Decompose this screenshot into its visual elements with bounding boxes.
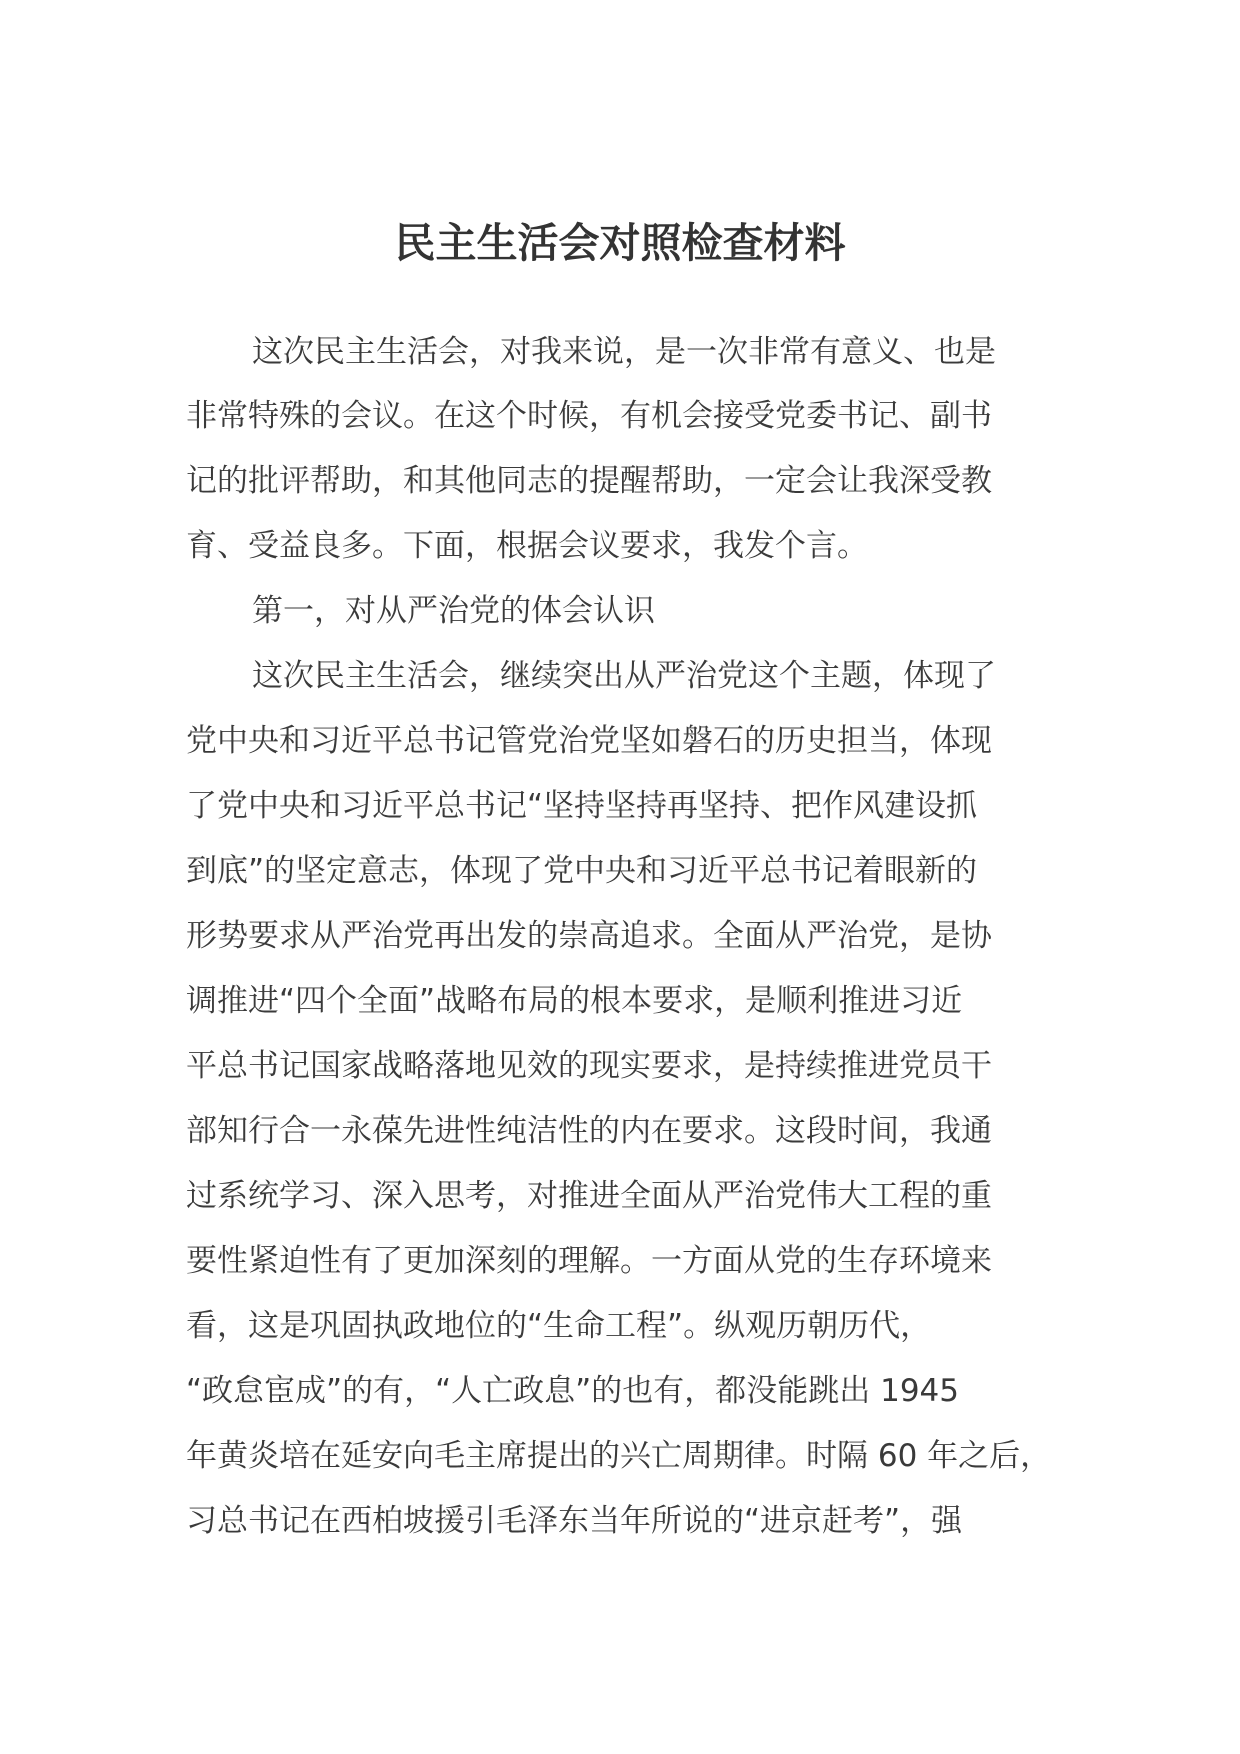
text-line: 党中央和习近平总书记管党治党坚如磐石的历史担当，体现: [186, 723, 992, 759]
text-line: 这次民主生活会，对我来说，是一次非常有意义、也是: [252, 334, 996, 370]
text-line: 过系统学习、深入思考，对推进全面从严治党伟大工程的重: [186, 1178, 992, 1214]
section-heading: 第一，对从严治党的体会认识: [252, 593, 655, 629]
text-line: 年黄炎培在延安向毛主席提出的兴亡周期律。时隔 60 年之后，: [186, 1438, 1052, 1474]
text-line: 这次民主生活会，继续突出从严治党这个主题，体现了: [252, 658, 996, 694]
text-line: 育、受益良多。下面，根据会议要求，我发个言。: [186, 528, 868, 564]
text-line: “政怠宦成”的有，“人亡政息”的也有，都没能跳出 1945: [186, 1373, 959, 1409]
text-line: 形势要求从严治党再出发的崇高追求。全面从严治党，是协: [186, 918, 992, 954]
text-line: 非常特殊的会议。在这个时候，有机会接受党委书记、副书: [186, 398, 992, 434]
text-line: 到底”的坚定意志，体现了党中央和习近平总书记着眼新的: [186, 853, 978, 889]
text-line: 记的批评帮助，和其他同志的提醒帮助，一定会让我深受教: [186, 463, 992, 499]
text-line: 看，这是巩固执政地位的“生命工程”。纵观历朝历代，: [186, 1308, 932, 1344]
text-line: 调推进“四个全面”战略布局的根本要求，是顺利推进习近: [186, 983, 963, 1019]
text-line: 部知行合一永葆先进性纯洁性的内在要求。这段时间，我通: [186, 1113, 992, 1149]
document-title: 民主生活会对照检查材料: [394, 219, 846, 267]
text-line: 平总书记国家战略落地见效的现实要求，是持续推进党员干: [186, 1048, 992, 1084]
text-line: 了党中央和习近平总书记“坚持坚持再坚持、把作风建设抓: [186, 788, 978, 824]
text-line: 习总书记在西柏坡援引毛泽东当年所说的“进京赶考”，强: [186, 1503, 963, 1539]
text-line: 要性紧迫性有了更加深刻的理解。一方面从党的生存环境来: [186, 1243, 992, 1279]
